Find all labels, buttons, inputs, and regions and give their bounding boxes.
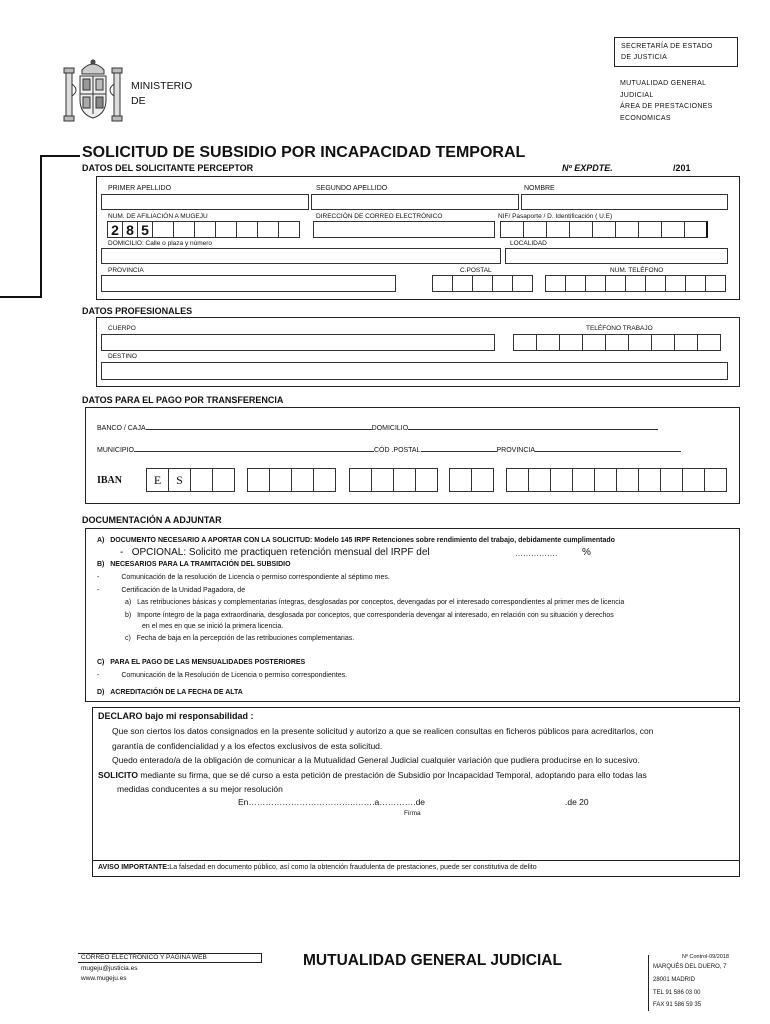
iban-s: S: [168, 468, 191, 492]
primer-apellido-label: PRIMER APELLIDO: [108, 185, 172, 192]
footer-web[interactable]: www.mugeju.es: [81, 975, 127, 982]
domicilio-label: DOMICILIO: Calle o plaza y número: [108, 240, 213, 247]
afiliacion-digit: 5: [137, 221, 153, 238]
segundo-apellido-input[interactable]: [311, 194, 519, 210]
documentacion-heading: DOCUMENTACIÓN A ADJUNTAR: [82, 515, 222, 525]
doc-d: D) ACREDITACIÓN DE LA FECHA DE ALTA: [97, 689, 243, 696]
afiliacion-label: NUM. DE AFILIACIÓN A MUGEJU: [108, 213, 208, 220]
nif-label: NIF/ Pasaporte / D. Identificación ( U.E): [498, 213, 613, 220]
municipio-row[interactable]: [97, 447, 681, 454]
cpostal-label: C.POSTAL: [460, 267, 492, 274]
provincia-label: PROVINCIA: [108, 267, 144, 274]
doc-bc: c) Fecha de baja en la percepción de las retribuciones complementarias.: [125, 635, 355, 642]
provincia-label: PROVINCIA: [496, 447, 536, 454]
declaro-p1a: Que son ciertos los datos consignados en la presente solicitud y autorizo a que se realicen consultas en ficheros públicos para acreditarlos, con: [112, 726, 654, 736]
iban-group-4[interactable]: [506, 468, 726, 492]
banco-row[interactable]: [97, 425, 658, 432]
declaro-p3: SOLICITO mediante su firma, que se dé curso a esta petición de prestación de Subsidio por Incapacidad Temporal, adoptando para ello todas las: [98, 770, 647, 780]
nombre-input[interactable]: [521, 194, 728, 210]
telefono-trabajo-cells[interactable]: [513, 334, 720, 351]
cod-postal-label: CÓD .POSTAL: [373, 447, 421, 454]
doc-b2: - Certificación de la Unidad Pagadora, de: [97, 587, 246, 594]
telefono-label: NUM. TELÉFONO: [610, 267, 664, 274]
solicitante-heading: DATOS DEL SOLICITANTE PERCEPTOR: [82, 163, 254, 173]
afiliacion-digit: 2: [107, 221, 123, 238]
provincia-input[interactable]: [101, 275, 396, 292]
doc-a: A) DOCUMENTO NECESARIO A APORTAR CON LA SOLICITUD: Modelo 145 IRPF Retenciones sobre rendimiento del trabajo, debidamente cumplimentado: [97, 537, 615, 544]
profesionales-heading: DATOS PROFESIONALES: [82, 306, 193, 316]
iban-group-1[interactable]: [247, 468, 335, 492]
cpostal-cells[interactable]: [432, 275, 532, 292]
primer-apellido-input[interactable]: [101, 194, 309, 210]
declaro-p2: Quedo enterado/a de la obligación de comunicar a la Mutualidad General Judicial cualquier variación que pudiera producirse en lo sucesivo.: [112, 755, 640, 765]
doc-opcional: - OPCIONAL: Solicito me practiquen retención mensual del IRPF del: [120, 547, 430, 558]
expdte-label: Nº EXPDTE.: [562, 163, 613, 173]
iban-e: E: [146, 468, 169, 492]
cuerpo-input[interactable]: [101, 334, 495, 351]
footer-email[interactable]: mugeju@justicia.es: [81, 965, 138, 972]
iban-country[interactable]: [146, 468, 234, 492]
footer-tel: TEL 91 586 03 00: [653, 990, 701, 996]
footer-addr2: 28001 MADRID: [653, 977, 696, 983]
doc-bb: b) Importe íntegro de la paga extraordinaria, desglosada por conceptos, que correspondería devengar al interesado, en relación con su situación y derechos: [125, 612, 614, 619]
correo-label: DIRECCIÓN DE CORREO ELECTRÓNICO: [316, 213, 443, 220]
doc-opcional-dots[interactable]: …………….: [515, 549, 558, 558]
destino-input[interactable]: [101, 362, 728, 380]
left-bracket-bottom: [0, 296, 42, 298]
doc-c1: - Comunicación de la Resolución de Licencia o permiso correspondientes.: [97, 672, 348, 679]
declaro-de20[interactable]: .de 20: [565, 797, 589, 807]
footer-org: MUTUALIDAD GENERAL JUDICIAL: [303, 952, 562, 969]
iban-group-2[interactable]: [349, 468, 437, 492]
expdte-year: /201: [673, 163, 691, 173]
coat-of-arms-icon: [60, 56, 126, 126]
nombre-label: NOMBRE: [524, 185, 555, 192]
telefono-cells[interactable]: [545, 275, 725, 292]
afiliacion-digit: 8: [122, 221, 138, 238]
declaro-p1b: garantía de confidencialidad y a los efectos exclusivos de esta solicitud.: [112, 741, 383, 751]
footer-web-title: CORREO ELECTRÓNICO Y PÁGINA WEB: [81, 954, 207, 961]
iban-group-3[interactable]: [449, 468, 493, 492]
aviso: AVISO IMPORTANTE:La falsedad en documento público, así como la obtención fraudulenta de prestaciones, puede ser constitutiva de delito: [98, 864, 537, 871]
correo-input[interactable]: [313, 221, 495, 238]
footer-control: Nº Control-09/2018: [682, 954, 729, 960]
nif-cells[interactable]: [500, 221, 707, 238]
footer-divider: [648, 955, 649, 1011]
doc-opcional-percent: %: [582, 547, 591, 558]
telefono-trabajo-label: TELÉFONO TRABAJO: [586, 325, 653, 332]
declaro-p3b: medidas conducentes a su mejor resolución: [117, 784, 283, 794]
doc-bb2: en el mes en que se inició la primera licencia.: [142, 623, 284, 630]
doc-b1: - Comunicación de la resolución de Licencia o permiso correspondiente al séptimo mes.: [97, 574, 390, 581]
domicilio-input[interactable]: [101, 248, 501, 264]
firma-area[interactable]: [200, 820, 600, 856]
footer-addr1: MARQUÉS DEL DUERO, 7: [653, 964, 727, 970]
doc-ba: a) Las retribuciones básicas y complementarias íntegras, desglosadas por conceptos, devengadas por el interesado correspondientes al primer mes de licencia: [125, 599, 625, 606]
afiliacion-cells[interactable]: [107, 221, 299, 238]
segundo-apellido-label: SEGUNDO APELLIDO: [316, 185, 388, 192]
pago-heading: DATOS PARA EL PAGO POR TRANSFERENCIA: [82, 395, 284, 405]
domicilio-label: DOMICILIO: [371, 425, 409, 432]
ministry-label: MINISTERIO DE: [131, 80, 193, 107]
declaro-fecha[interactable]: En………………………………..…….a………….de: [238, 797, 426, 807]
left-bracket-vertical: [40, 155, 42, 298]
page-title: SOLICITUD DE SUBSIDIO POR INCAPACIDAD TEMPORAL: [82, 144, 526, 161]
declaro-firma: Firma: [404, 810, 421, 817]
municipio-label: MUNICIPIO: [97, 447, 134, 454]
doc-c: C) PARA EL PAGO DE LAS MENSUALIDADES POSTERIORES: [97, 659, 306, 666]
doc-b: B) NECESARIOS PARA LA TRAMITACIÓN DEL SUBSIDIO: [97, 561, 291, 568]
banco-label: BANCO / CAJA: [97, 425, 146, 432]
secretaria-box: SECRETARÍA DE ESTADO DE JUSTICIA: [614, 37, 738, 67]
aviso-divider: [92, 860, 740, 861]
declaro-heading: DECLARO bajo mi responsabilidad :: [98, 711, 254, 721]
left-bracket: [40, 155, 80, 157]
iban-label: IBAN: [97, 475, 123, 486]
mutualidad-header: MUTUALIDAD GENERAL JUDICIAL ÁREA DE PRESTACIONES ECONOMICAS: [620, 80, 713, 122]
localidad-label: LOCALIDAD: [510, 240, 547, 247]
localidad-input[interactable]: [505, 248, 728, 264]
destino-label: DESTINO: [108, 353, 137, 360]
cuerpo-label: CUERPO: [108, 325, 136, 332]
footer-fax: FAX 91 586 59 35: [653, 1002, 702, 1008]
